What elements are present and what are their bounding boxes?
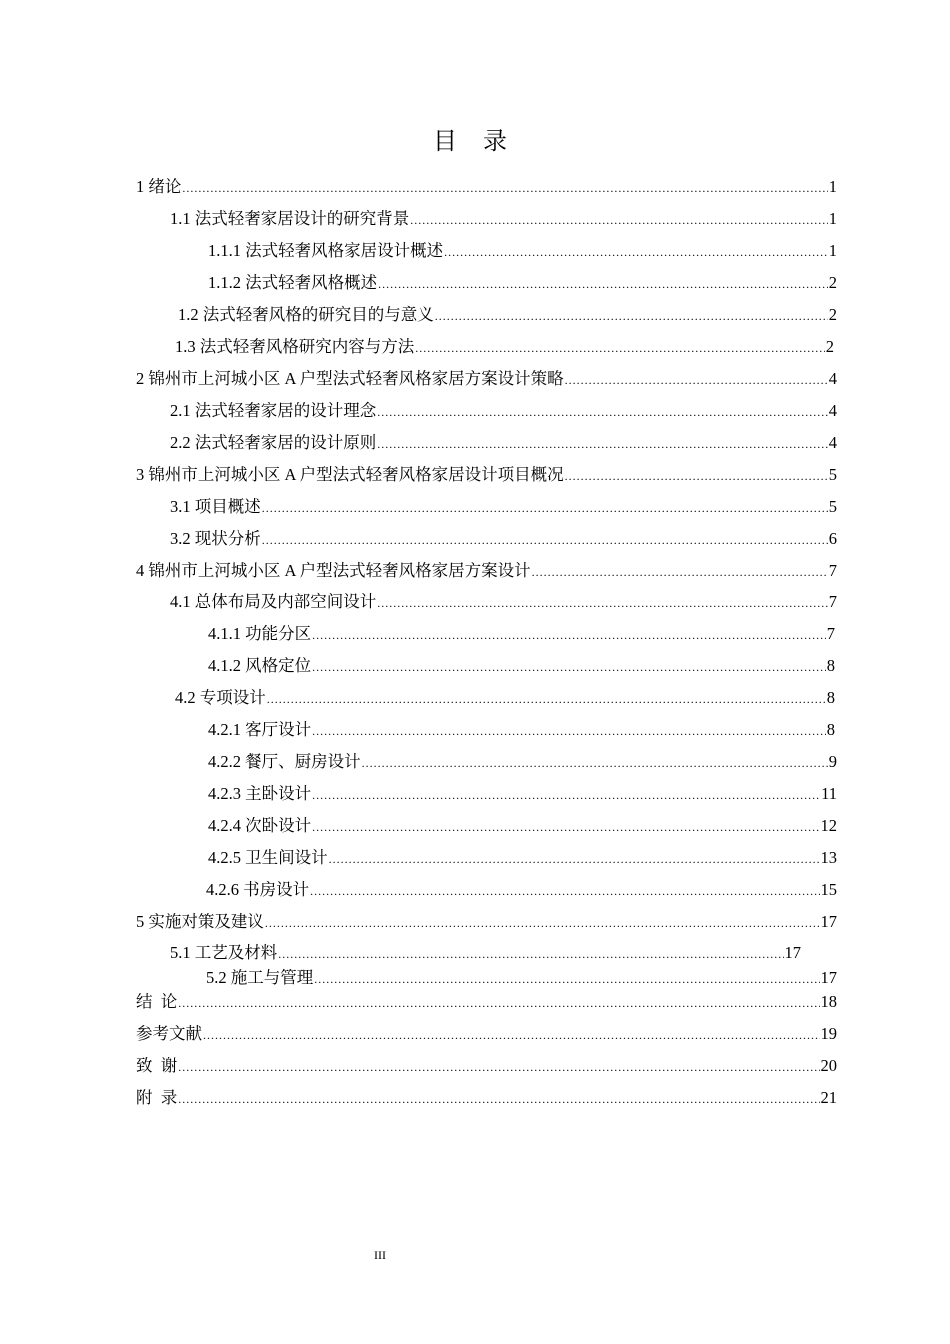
toc-leader (310, 879, 819, 903)
toc-entry-title: 1 绪论 (136, 177, 182, 196)
toc-entry-title: 附 录 (136, 1088, 178, 1107)
toc-page-number: 17 (820, 968, 837, 987)
toc-leader (312, 623, 826, 647)
toc-leader (312, 655, 826, 679)
toc-entry[interactable] (136, 1022, 837, 1046)
toc-entry-title: 1.3 法式轻奢风格研究内容与方法 (175, 337, 415, 356)
toc-entry-title: 5 实施对策及建议 (136, 912, 264, 931)
toc-page-number: 9 (828, 752, 837, 771)
toc-page-number: 15 (820, 880, 837, 899)
toc-entry[interactable] (208, 654, 835, 678)
toc-page-number: 19 (820, 1024, 837, 1043)
toc-entry[interactable] (136, 559, 837, 583)
toc-entry-title: 4 锦州市上河城小区 A 户型法式轻奢风格家居方案设计 (136, 561, 531, 580)
toc-entry-title: 4.1.2 风格定位 (208, 656, 312, 675)
toc-entry-title: 4.2 专项设计 (175, 688, 266, 707)
toc-page-number: 5 (828, 465, 837, 484)
toc-entry[interactable] (208, 782, 837, 806)
toc-entry[interactable] (170, 527, 837, 551)
toc-page-number: 21 (820, 1088, 837, 1107)
toc-leader (278, 942, 783, 966)
toc-entry-title: 参考文献 (136, 1024, 202, 1043)
toc-entry[interactable] (170, 495, 837, 519)
toc-leader (312, 719, 826, 743)
toc-entry-title: 结 论 (136, 992, 178, 1011)
toc-page-number: 4 (828, 369, 837, 388)
toc-entry[interactable] (136, 1086, 837, 1110)
toc-entry[interactable] (208, 622, 835, 646)
page-footer-number: III (374, 1248, 386, 1262)
toc-page-number: 17 (820, 912, 837, 931)
toc-entry-title: 3.2 现状分析 (170, 529, 261, 548)
toc-leader (565, 464, 828, 488)
toc-entry[interactable] (206, 878, 837, 902)
toc-entry-title: 4.2.1 客厅设计 (208, 720, 312, 739)
toc-entry-title: 4.2.5 卫生间设计 (208, 848, 328, 867)
toc-page-number: 6 (828, 529, 837, 548)
toc-leader (565, 368, 828, 392)
toc-leader (532, 560, 828, 584)
toc-entry[interactable] (136, 463, 837, 487)
toc-leader (262, 528, 828, 552)
toc-entry-title: 2.2 法式轻奢家居的设计原则 (170, 433, 377, 452)
toc-page-number: 7 (828, 592, 837, 611)
toc-leader (410, 208, 828, 232)
toc-page-number: 13 (820, 848, 837, 867)
toc-entry-title: 1.1.2 法式轻奢风格概述 (208, 273, 378, 292)
toc-leader (312, 815, 819, 839)
toc-leader (362, 751, 828, 775)
toc-entry[interactable] (136, 367, 837, 391)
toc-page-number: 7 (828, 561, 837, 580)
toc-entry-title: 4.1 总体布局及内部空间设计 (170, 592, 377, 611)
toc-entry-title: 4.2.3 主卧设计 (208, 784, 312, 803)
toc-entry-title: 4.2.4 次卧设计 (208, 816, 312, 835)
toc-leader (267, 687, 826, 711)
toc-page-number: 5 (828, 497, 837, 516)
toc-page-number: 11 (821, 784, 837, 803)
toc-page-number: 2 (828, 305, 837, 324)
toc-entry[interactable] (208, 814, 837, 838)
toc-leader (329, 847, 820, 871)
toc-entry[interactable] (178, 303, 837, 327)
toc-entry[interactable] (208, 271, 837, 295)
toc-leader (178, 991, 819, 1015)
toc-entry[interactable] (175, 335, 834, 359)
toc-page-number: 8 (826, 688, 835, 707)
toc-entry[interactable] (206, 966, 837, 990)
toc-leader (378, 272, 828, 296)
toc-entry[interactable] (208, 239, 837, 263)
toc-page-number: 1 (828, 241, 837, 260)
toc-leader (314, 967, 819, 991)
toc-page-number: 8 (826, 656, 835, 675)
toc-entry[interactable] (170, 431, 837, 455)
toc-entry[interactable] (208, 750, 837, 774)
toc-entry-title: 4.1.1 功能分区 (208, 624, 312, 643)
toc-leader (377, 432, 828, 456)
toc-entry[interactable] (175, 686, 835, 710)
toc-page-number: 2 (825, 337, 834, 356)
toc-leader (203, 1023, 820, 1047)
toc-entry-title: 2 锦州市上河城小区 A 户型法式轻奢风格家居方案设计策略 (136, 369, 564, 388)
toc-entry[interactable] (208, 846, 837, 870)
toc-entry[interactable] (208, 718, 835, 742)
toc-entry[interactable] (136, 1054, 837, 1078)
page-title: 目 录 (433, 129, 517, 155)
toc-entry-title: 3 锦州市上河城小区 A 户型法式轻奢风格家居设计项目概况 (136, 465, 564, 484)
toc-entry[interactable] (170, 207, 837, 231)
toc-entry[interactable] (170, 941, 801, 965)
toc-page-number: 2 (828, 273, 837, 292)
toc-entry-title: 致 谢 (136, 1056, 178, 1075)
toc-entry-title: 4.2.6 书房设计 (206, 880, 310, 899)
toc-entry-title: 1.1 法式轻奢家居设计的研究背景 (170, 209, 410, 228)
toc-page-number: 4 (828, 401, 837, 420)
toc-leader (312, 783, 820, 807)
toc-leader (265, 911, 820, 935)
toc-leader (435, 304, 828, 328)
toc-entry-title: 3.1 项目概述 (170, 497, 261, 516)
toc-page-number: 20 (820, 1056, 837, 1075)
toc-leader (262, 496, 828, 520)
toc-entry-title: 1.1.1 法式轻奢风格家居设计概述 (208, 241, 444, 260)
toc-page-number: 4 (828, 433, 837, 452)
toc-entry-title: 4.2.2 餐厅、厨房设计 (208, 752, 361, 771)
toc-entry[interactable] (170, 399, 837, 423)
toc-page-number: 1 (828, 177, 837, 196)
toc-leader (377, 591, 828, 615)
toc-leader (415, 336, 825, 360)
toc-page-number: 18 (820, 992, 837, 1011)
toc-entry[interactable] (136, 175, 837, 199)
toc-page-number: 12 (820, 816, 837, 835)
toc-leader (377, 400, 828, 424)
toc-page-number: 1 (828, 209, 837, 228)
toc-leader (178, 1087, 819, 1111)
toc-leader (182, 176, 827, 200)
toc-entry[interactable] (136, 990, 837, 1014)
toc-entry[interactable] (136, 910, 837, 934)
toc-entry[interactable] (170, 590, 837, 614)
toc-entry-title: 5.1 工艺及材料 (170, 943, 278, 962)
toc-page-number: 8 (826, 720, 835, 739)
toc-entry-title: 2.1 法式轻奢家居的设计理念 (170, 401, 377, 420)
toc-page-number: 7 (826, 624, 835, 643)
toc-entry-title: 5.2 施工与管理 (206, 968, 314, 987)
toc-leader (178, 1055, 819, 1079)
toc-leader (444, 240, 828, 264)
toc-page-number: 17 (784, 943, 801, 962)
toc-entry-title: 1.2 法式轻奢风格的研究目的与意义 (178, 305, 434, 324)
